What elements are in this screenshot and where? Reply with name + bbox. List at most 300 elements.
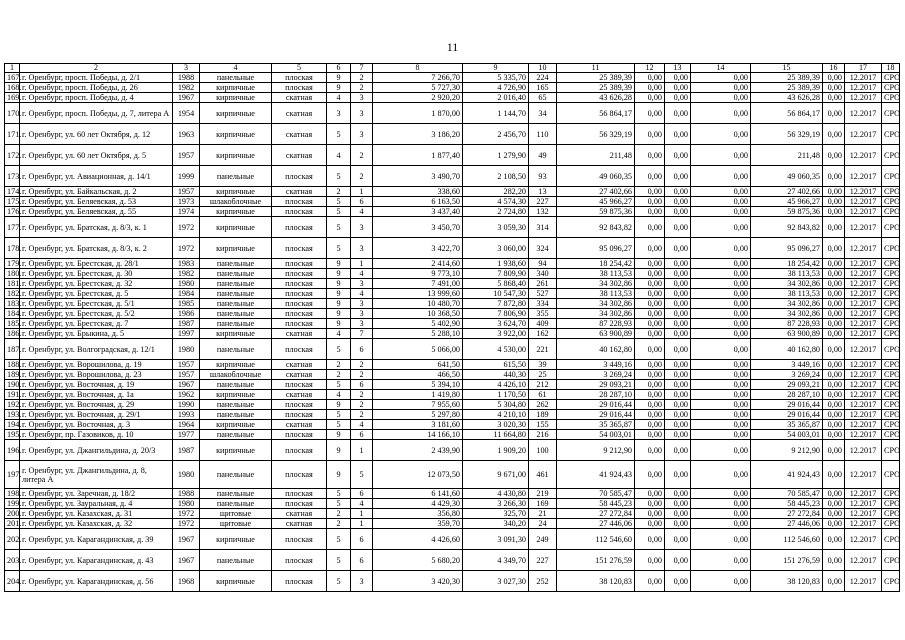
table-cell: 0,00 <box>691 279 751 289</box>
table-cell: 2 <box>351 360 373 370</box>
table-cell: 1973 <box>173 197 200 207</box>
table-cell: плоская <box>272 499 327 509</box>
table-cell: 70 585,47 <box>751 489 823 499</box>
table-cell: 252 <box>529 571 557 592</box>
table-cell: панельные <box>200 410 272 420</box>
table-cell: 2 108,50 <box>463 166 529 187</box>
table-cell: 0,00 <box>691 571 751 592</box>
table-cell: 262 <box>529 400 557 410</box>
row-number: 185. <box>5 319 20 329</box>
table-cell: 0,00 <box>635 217 665 238</box>
table-cell: скатная <box>272 519 327 529</box>
table-cell: 5 <box>327 339 351 360</box>
table-cell: 61 <box>529 390 557 400</box>
table-cell: СРО <box>882 329 900 339</box>
table-cell: 12.2017 <box>845 289 882 299</box>
table-cell: 0,00 <box>823 187 845 197</box>
table-cell: 3 266,30 <box>463 499 529 509</box>
table-cell: 1980 <box>173 279 200 289</box>
table-cell: плоская <box>272 299 327 309</box>
table-cell: панельные <box>200 400 272 410</box>
column-header: 9 <box>463 64 529 73</box>
table-cell: СРО <box>882 509 900 519</box>
table-cell: 359,70 <box>373 519 463 529</box>
table-cell: 0,00 <box>665 430 691 440</box>
table-cell: 440,30 <box>463 370 529 380</box>
table-cell: 1 170,50 <box>463 390 529 400</box>
table-cell: 2 <box>351 400 373 410</box>
table-cell: плоская <box>272 339 327 360</box>
table-cell: плоская <box>272 410 327 420</box>
table-cell: 2 920,20 <box>373 93 463 103</box>
table-cell: 18 254,42 <box>751 259 823 269</box>
table-cell: 0,00 <box>635 124 665 145</box>
table-cell: 0,00 <box>691 499 751 509</box>
table-cell: 10 547,30 <box>463 289 529 299</box>
table-cell: 1 909,20 <box>463 440 529 461</box>
table-cell: 1967 <box>173 529 200 550</box>
row-number: 194. <box>5 420 20 430</box>
table-cell: 12.2017 <box>845 410 882 420</box>
table-cell: 29 093,21 <box>557 380 635 390</box>
address-cell: г. Оренбург, ул. Авиационная, д. 14/1 <box>20 166 173 187</box>
address-cell: г. Оренбург, ул. Зауральная, д. 4 <box>20 499 173 509</box>
table-cell: 1 <box>351 509 373 519</box>
table-cell: 641,50 <box>373 360 463 370</box>
column-header: 11 <box>557 64 635 73</box>
table-cell: плоская <box>272 400 327 410</box>
table-row <box>5 339 900 360</box>
table-cell: 4 210,10 <box>463 410 529 420</box>
table-cell: 1963 <box>173 124 200 145</box>
table-cell: 24 <box>529 519 557 529</box>
table-row <box>5 269 900 279</box>
table-cell: 4 <box>327 93 351 103</box>
row-number: 184. <box>5 309 20 319</box>
table-cell: 12.2017 <box>845 329 882 339</box>
table-cell: 9 <box>327 289 351 299</box>
table-cell: плоская <box>272 319 327 329</box>
table-cell: 0,00 <box>665 370 691 380</box>
table-cell: 1980 <box>173 461 200 489</box>
table-cell: 227 <box>529 197 557 207</box>
table-cell: 466,50 <box>373 370 463 380</box>
table-cell: 9 <box>327 430 351 440</box>
address-cell: г. Оренбург, ул. Джангильдина, д. 20/3 <box>20 440 173 461</box>
table-cell: 0,00 <box>823 430 845 440</box>
table-row <box>5 73 900 83</box>
table-cell: 3 <box>351 217 373 238</box>
table-row <box>5 187 900 197</box>
table-cell: 2 439,90 <box>373 440 463 461</box>
table-cell: 10 368,50 <box>373 309 463 319</box>
table-cell: 0,00 <box>635 410 665 420</box>
table-cell: 2 <box>327 370 351 380</box>
table-cell: 1 419,80 <box>373 390 463 400</box>
table-cell: 27 272,84 <box>751 509 823 519</box>
table-cell: 0,00 <box>823 238 845 259</box>
table-cell: 12.2017 <box>845 93 882 103</box>
table-cell: 0,00 <box>823 279 845 289</box>
table-cell: 9 671,00 <box>463 461 529 489</box>
table-row <box>5 83 900 93</box>
table-cell: СРО <box>882 420 900 430</box>
table-cell: 112 546,60 <box>751 529 823 550</box>
table-cell: 0,00 <box>823 499 845 509</box>
table-cell: 3 <box>351 309 373 319</box>
table-cell: 4 726,90 <box>463 83 529 93</box>
table-cell: 28 287,10 <box>751 390 823 400</box>
table-cell: 7 266,70 <box>373 73 463 83</box>
table-cell: кирпичные <box>200 93 272 103</box>
table-cell: 0,00 <box>635 329 665 339</box>
table-cell: 14 166,10 <box>373 430 463 440</box>
table-cell: СРО <box>882 489 900 499</box>
table-row <box>5 571 900 592</box>
address-cell: г. Оренбург, ул. 60 лет Октября, д. 12 <box>20 124 173 145</box>
table-cell: 0,00 <box>635 519 665 529</box>
table-cell: 3 450,70 <box>373 217 463 238</box>
table-cell: 0,00 <box>665 410 691 420</box>
table-cell: СРО <box>882 370 900 380</box>
table-cell: 1977 <box>173 430 200 440</box>
table-cell: 2 <box>351 370 373 380</box>
table-cell: 95 096,27 <box>557 238 635 259</box>
table-cell: 0,00 <box>665 207 691 217</box>
table-cell: 65 <box>529 93 557 103</box>
table-cell: 3 <box>351 279 373 289</box>
table-cell: плоская <box>272 73 327 83</box>
table-cell: 1967 <box>173 550 200 571</box>
address-cell: г. Оренбург, ул. Восточная, д. 1а <box>20 390 173 400</box>
table-cell: 29 016,44 <box>751 410 823 420</box>
table-cell: скатная <box>272 145 327 166</box>
row-number: 190. <box>5 380 20 390</box>
table-cell: 11 664,80 <box>463 430 529 440</box>
table-cell: 132 <box>529 207 557 217</box>
table-cell: плоская <box>272 309 327 319</box>
table-cell: 12.2017 <box>845 299 882 309</box>
table-cell: кирпичные <box>200 529 272 550</box>
table-cell: 0,00 <box>665 83 691 93</box>
row-number: 182. <box>5 289 20 299</box>
table-cell: 338,60 <box>373 187 463 197</box>
table-cell: 38 120,83 <box>557 571 635 592</box>
table-cell: 169 <box>529 499 557 509</box>
table-cell: панельные <box>200 339 272 360</box>
table-cell: скатная <box>272 187 327 197</box>
table-cell: СРО <box>882 360 900 370</box>
table-cell: 29 016,44 <box>557 410 635 420</box>
table-cell: 7 491,00 <box>373 279 463 289</box>
table-cell: 334 <box>529 299 557 309</box>
table-cell: 9 <box>327 269 351 279</box>
table-cell: панельные <box>200 166 272 187</box>
table-cell: 41 924,43 <box>557 461 635 489</box>
table-row <box>5 360 900 370</box>
table-cell: 0,00 <box>823 319 845 329</box>
table-cell: 0,00 <box>691 410 751 420</box>
table-cell: 0,00 <box>665 499 691 509</box>
row-number: 186. <box>5 329 20 339</box>
table-cell: СРО <box>882 124 900 145</box>
table-cell: 34 302,86 <box>751 309 823 319</box>
table-cell: 1985 <box>173 299 200 309</box>
table-cell: 12.2017 <box>845 370 882 380</box>
table-cell: 0,00 <box>823 571 845 592</box>
column-header: 17 <box>845 64 882 73</box>
table-row <box>5 259 900 269</box>
address-cell: г. Оренбург, ул. Брестская, д. 5/1 <box>20 299 173 309</box>
table-cell: 6 <box>351 380 373 390</box>
row-number: 168. <box>5 83 20 93</box>
table-cell: панельные <box>200 319 272 329</box>
address-cell: г. Оренбург, ул. Восточная, д. 19 <box>20 380 173 390</box>
table-cell: 0,00 <box>635 83 665 93</box>
table-cell: 4 530,00 <box>463 339 529 360</box>
table-cell: 12.2017 <box>845 571 882 592</box>
table-cell: 0,00 <box>823 289 845 299</box>
table-cell: 27 272,84 <box>557 509 635 519</box>
table-cell: 3 <box>351 238 373 259</box>
table-cell: 4 <box>351 207 373 217</box>
table-cell: плоская <box>272 197 327 207</box>
table-row <box>5 197 900 207</box>
table-cell: 1967 <box>173 93 200 103</box>
table-cell: 3 269,24 <box>557 370 635 380</box>
address-cell: г. Оренбург, ул. Брестская, д. 5 <box>20 289 173 299</box>
table-cell: 0,00 <box>635 269 665 279</box>
table-cell: 43 626,28 <box>751 93 823 103</box>
table-cell: 2 724,80 <box>463 207 529 217</box>
table-cell: 0,00 <box>635 197 665 207</box>
table-cell: 3 027,30 <box>463 571 529 592</box>
table-cell: 0,00 <box>823 124 845 145</box>
table-row <box>5 319 900 329</box>
table-cell: СРО <box>882 279 900 289</box>
table-cell: 7 872,80 <box>463 299 529 309</box>
table-cell: 0,00 <box>691 319 751 329</box>
table-cell: 4 <box>327 390 351 400</box>
table-cell: 0,00 <box>635 279 665 289</box>
table-cell: 2 <box>351 73 373 83</box>
table-cell: 0,00 <box>823 420 845 430</box>
table-cell: 3 <box>351 93 373 103</box>
table-cell: 0,00 <box>665 73 691 83</box>
table-cell: 12.2017 <box>845 83 882 93</box>
table-cell: 2 414,60 <box>373 259 463 269</box>
table-cell: 1982 <box>173 83 200 93</box>
table-cell: 38 120,83 <box>751 571 823 592</box>
table-cell: плоская <box>272 571 327 592</box>
address-cell: г. Оренбург, ул. Карагандинская, д. 43 <box>20 550 173 571</box>
table-cell: 5 680,20 <box>373 550 463 571</box>
row-number: 178. <box>5 238 20 259</box>
table-cell: 0,00 <box>665 489 691 499</box>
table-cell: 356,80 <box>373 509 463 519</box>
table-cell: 0,00 <box>823 329 845 339</box>
column-header: 16 <box>823 64 845 73</box>
table-cell: 1983 <box>173 259 200 269</box>
table-cell: 5 304,80 <box>463 400 529 410</box>
table-cell: 0,00 <box>691 73 751 83</box>
table-cell: 0,00 <box>665 279 691 289</box>
table-cell: 0,00 <box>823 259 845 269</box>
table-cell: 0,00 <box>691 217 751 238</box>
address-cell: г. Оренбург, ул. Брестская, д. 28/1 <box>20 259 173 269</box>
table-cell: 0,00 <box>823 550 845 571</box>
table-cell: щитовые <box>200 519 272 529</box>
table-cell: 5 727,30 <box>373 83 463 93</box>
table-cell: 3 <box>351 319 373 329</box>
table-cell: 1988 <box>173 73 200 83</box>
table-cell: 12.2017 <box>845 390 882 400</box>
table-cell: 0,00 <box>665 529 691 550</box>
table-cell: 4 <box>351 269 373 279</box>
table-cell: плоская <box>272 440 327 461</box>
table-cell: 59 875,36 <box>751 207 823 217</box>
table-cell: панельные <box>200 380 272 390</box>
table-cell: 0,00 <box>635 339 665 360</box>
table-cell: 54 003,01 <box>751 430 823 440</box>
table-row <box>5 279 900 289</box>
table-cell: кирпичные <box>200 83 272 93</box>
address-cell: г. Оренбург, ул. Карагандинская, д. 39 <box>20 529 173 550</box>
table-cell: плоская <box>272 217 327 238</box>
table-row <box>5 509 900 519</box>
row-number: 183. <box>5 299 20 309</box>
table-cell: 0,00 <box>665 550 691 571</box>
table-cell: панельные <box>200 259 272 269</box>
table-cell: 18 254,42 <box>557 259 635 269</box>
table-cell: 9 <box>327 83 351 93</box>
address-cell: г. Оренбург, ул. Восточная, д. 3 <box>20 420 173 430</box>
table-cell: 9 773,10 <box>373 269 463 279</box>
table-cell: шлакоблочные <box>200 370 272 380</box>
table-cell: плоская <box>272 238 327 259</box>
table-cell: 38 113,53 <box>557 289 635 299</box>
table-cell: 0,00 <box>665 289 691 299</box>
table-cell: 59 875,36 <box>557 207 635 217</box>
table-cell: 9 <box>327 279 351 289</box>
table-cell: панельные <box>200 309 272 319</box>
table-cell: 3 060,00 <box>463 238 529 259</box>
table-cell: 0,00 <box>665 339 691 360</box>
table-cell: 27 402,66 <box>557 187 635 197</box>
table-cell: 0,00 <box>691 329 751 339</box>
table-cell: шлакоблочные <box>200 197 272 207</box>
table-cell: 12.2017 <box>845 103 882 124</box>
table-cell: 216 <box>529 430 557 440</box>
table-cell: плоская <box>272 279 327 289</box>
row-number: 181. <box>5 279 20 289</box>
table-cell: 0,00 <box>665 269 691 279</box>
table-cell: 1 <box>351 440 373 461</box>
table-cell: 12.2017 <box>845 380 882 390</box>
table-cell: 1957 <box>173 370 200 380</box>
table-cell: СРО <box>882 519 900 529</box>
table-cell: 0,00 <box>635 420 665 430</box>
row-number: 188. <box>5 360 20 370</box>
table-cell: 25 <box>529 370 557 380</box>
table-cell: СРО <box>882 380 900 390</box>
table-cell: 0,00 <box>691 299 751 309</box>
table-cell: 34 302,86 <box>751 299 823 309</box>
table-cell: СРО <box>882 83 900 93</box>
column-header: 4 <box>200 64 272 73</box>
table-cell: скатная <box>272 509 327 519</box>
address-cell: г. Оренбург, ул. Брыкина, д. 5 <box>20 329 173 339</box>
table-cell: 12.2017 <box>845 269 882 279</box>
table-cell: скатная <box>272 103 327 124</box>
table-cell: 0,00 <box>823 380 845 390</box>
table-cell: 12.2017 <box>845 145 882 166</box>
table-cell: 0,00 <box>635 187 665 197</box>
table-cell: 34 302,86 <box>751 279 823 289</box>
table-cell: 0,00 <box>691 289 751 299</box>
table-cell: 0,00 <box>665 509 691 519</box>
table-cell: 0,00 <box>665 400 691 410</box>
table-cell: 2 <box>327 509 351 519</box>
table-cell: 3 624,70 <box>463 319 529 329</box>
address-cell: г. Оренбург, ул. Карагандинская, д. 56 <box>20 571 173 592</box>
column-header: 18 <box>882 64 900 73</box>
table-cell: 9 <box>327 440 351 461</box>
table-cell: СРО <box>882 461 900 489</box>
table-cell: 35 365,87 <box>557 420 635 430</box>
table-cell: 324 <box>529 238 557 259</box>
row-number: 202. <box>5 529 20 550</box>
table-cell: 100 <box>529 440 557 461</box>
table-cell: 6 163,50 <box>373 197 463 207</box>
table-header-row <box>5 64 900 73</box>
table-cell: 0,00 <box>635 289 665 299</box>
table-cell: 0,00 <box>691 420 751 430</box>
table-cell: 92 843,82 <box>557 217 635 238</box>
table-cell: СРО <box>882 166 900 187</box>
table-cell: 0,00 <box>691 197 751 207</box>
table-cell: кирпичные <box>200 217 272 238</box>
table-cell: 4 574,30 <box>463 197 529 207</box>
table-cell: 2 <box>351 410 373 420</box>
table-cell: 0,00 <box>635 430 665 440</box>
table-cell: 1 <box>351 187 373 197</box>
address-cell: г. Оренбург, ул. Беляевская, д. 55 <box>20 207 173 217</box>
table-cell: 4 <box>351 289 373 299</box>
table-cell: 0,00 <box>665 309 691 319</box>
table-cell: 5 <box>327 380 351 390</box>
table-cell: 1990 <box>173 400 200 410</box>
table-row <box>5 166 900 187</box>
table-cell: 0,00 <box>823 390 845 400</box>
table-cell: 461 <box>529 461 557 489</box>
table-cell: кирпичные <box>200 145 272 166</box>
table-cell: 4 <box>351 499 373 509</box>
table-cell: 221 <box>529 339 557 360</box>
column-header: 2 <box>20 64 173 73</box>
table-cell: 340,20 <box>463 519 529 529</box>
table-cell: 0,00 <box>635 489 665 499</box>
table-cell: 110 <box>529 124 557 145</box>
table-cell: 5 297,80 <box>373 410 463 420</box>
table-cell: 1957 <box>173 187 200 197</box>
table-cell: 5 066,00 <box>373 339 463 360</box>
table-cell: 5 <box>327 420 351 430</box>
column-header: 13 <box>665 64 691 73</box>
table-cell: 34 <box>529 103 557 124</box>
table-cell: 211,48 <box>751 145 823 166</box>
table-cell: 12.2017 <box>845 420 882 430</box>
